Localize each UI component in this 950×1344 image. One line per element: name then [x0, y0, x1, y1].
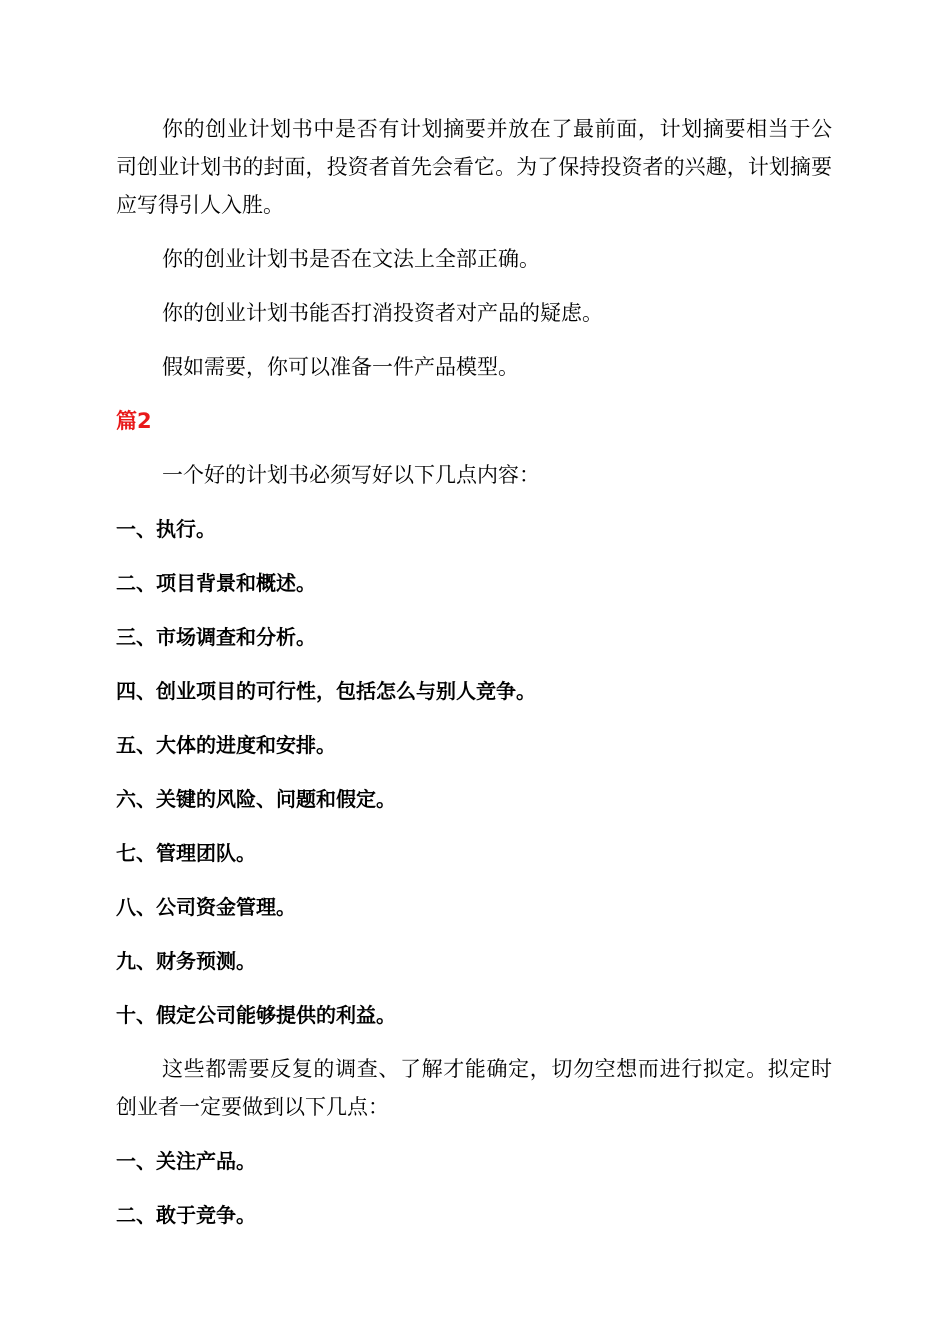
paragraph-summary: 你的创业计划书中是否有计划摘要并放在了最前面，计划摘要相当于公司创业计划书的封面，投资者首先会看它。为了保持投资者的兴趣，计划摘要应写得引人入胜。	[116, 117, 832, 217]
list-item: 二、项目背景和概述。	[116, 571, 316, 595]
list-item: 十、假定公司能够提供的利益。	[116, 1003, 396, 1027]
paragraph-grammar: 你的创业计划书是否在文法上全部正确。	[162, 247, 540, 271]
paragraph-model: 假如需要，你可以准备一件产品模型。	[162, 355, 519, 379]
list-item: 三、市场调查和分析。	[116, 625, 316, 649]
list-item: 九、财务预测。	[116, 949, 256, 973]
paragraph-closing: 这些都需要反复的调查、了解才能确定，切勿空想而进行拟定。拟定时创业者一定要做到以下几点：	[116, 1057, 832, 1119]
paragraph-intro: 一个好的计划书必须写好以下几点内容：	[162, 463, 540, 487]
list-item: 五、大体的进度和安排。	[116, 733, 336, 757]
document-page	[116, 110, 832, 1250]
paragraph-doubts: 你的创业计划书能否打消投资者对产品的疑虑。	[162, 301, 603, 325]
sub-list-item: 一、关注产品。	[116, 1149, 256, 1173]
list-item: 八、公司资金管理。	[116, 895, 296, 919]
list-item: 四、创业项目的可行性，包括怎么与别人竞争。	[116, 679, 536, 703]
list-item: 一、执行。	[116, 517, 216, 541]
section-title: 篇2	[116, 409, 152, 433]
sub-list-item: 二、敢于竞争。	[116, 1203, 256, 1227]
list-item: 六、关键的风险、问题和假定。	[116, 787, 396, 811]
list-item: 七、管理团队。	[116, 841, 256, 865]
